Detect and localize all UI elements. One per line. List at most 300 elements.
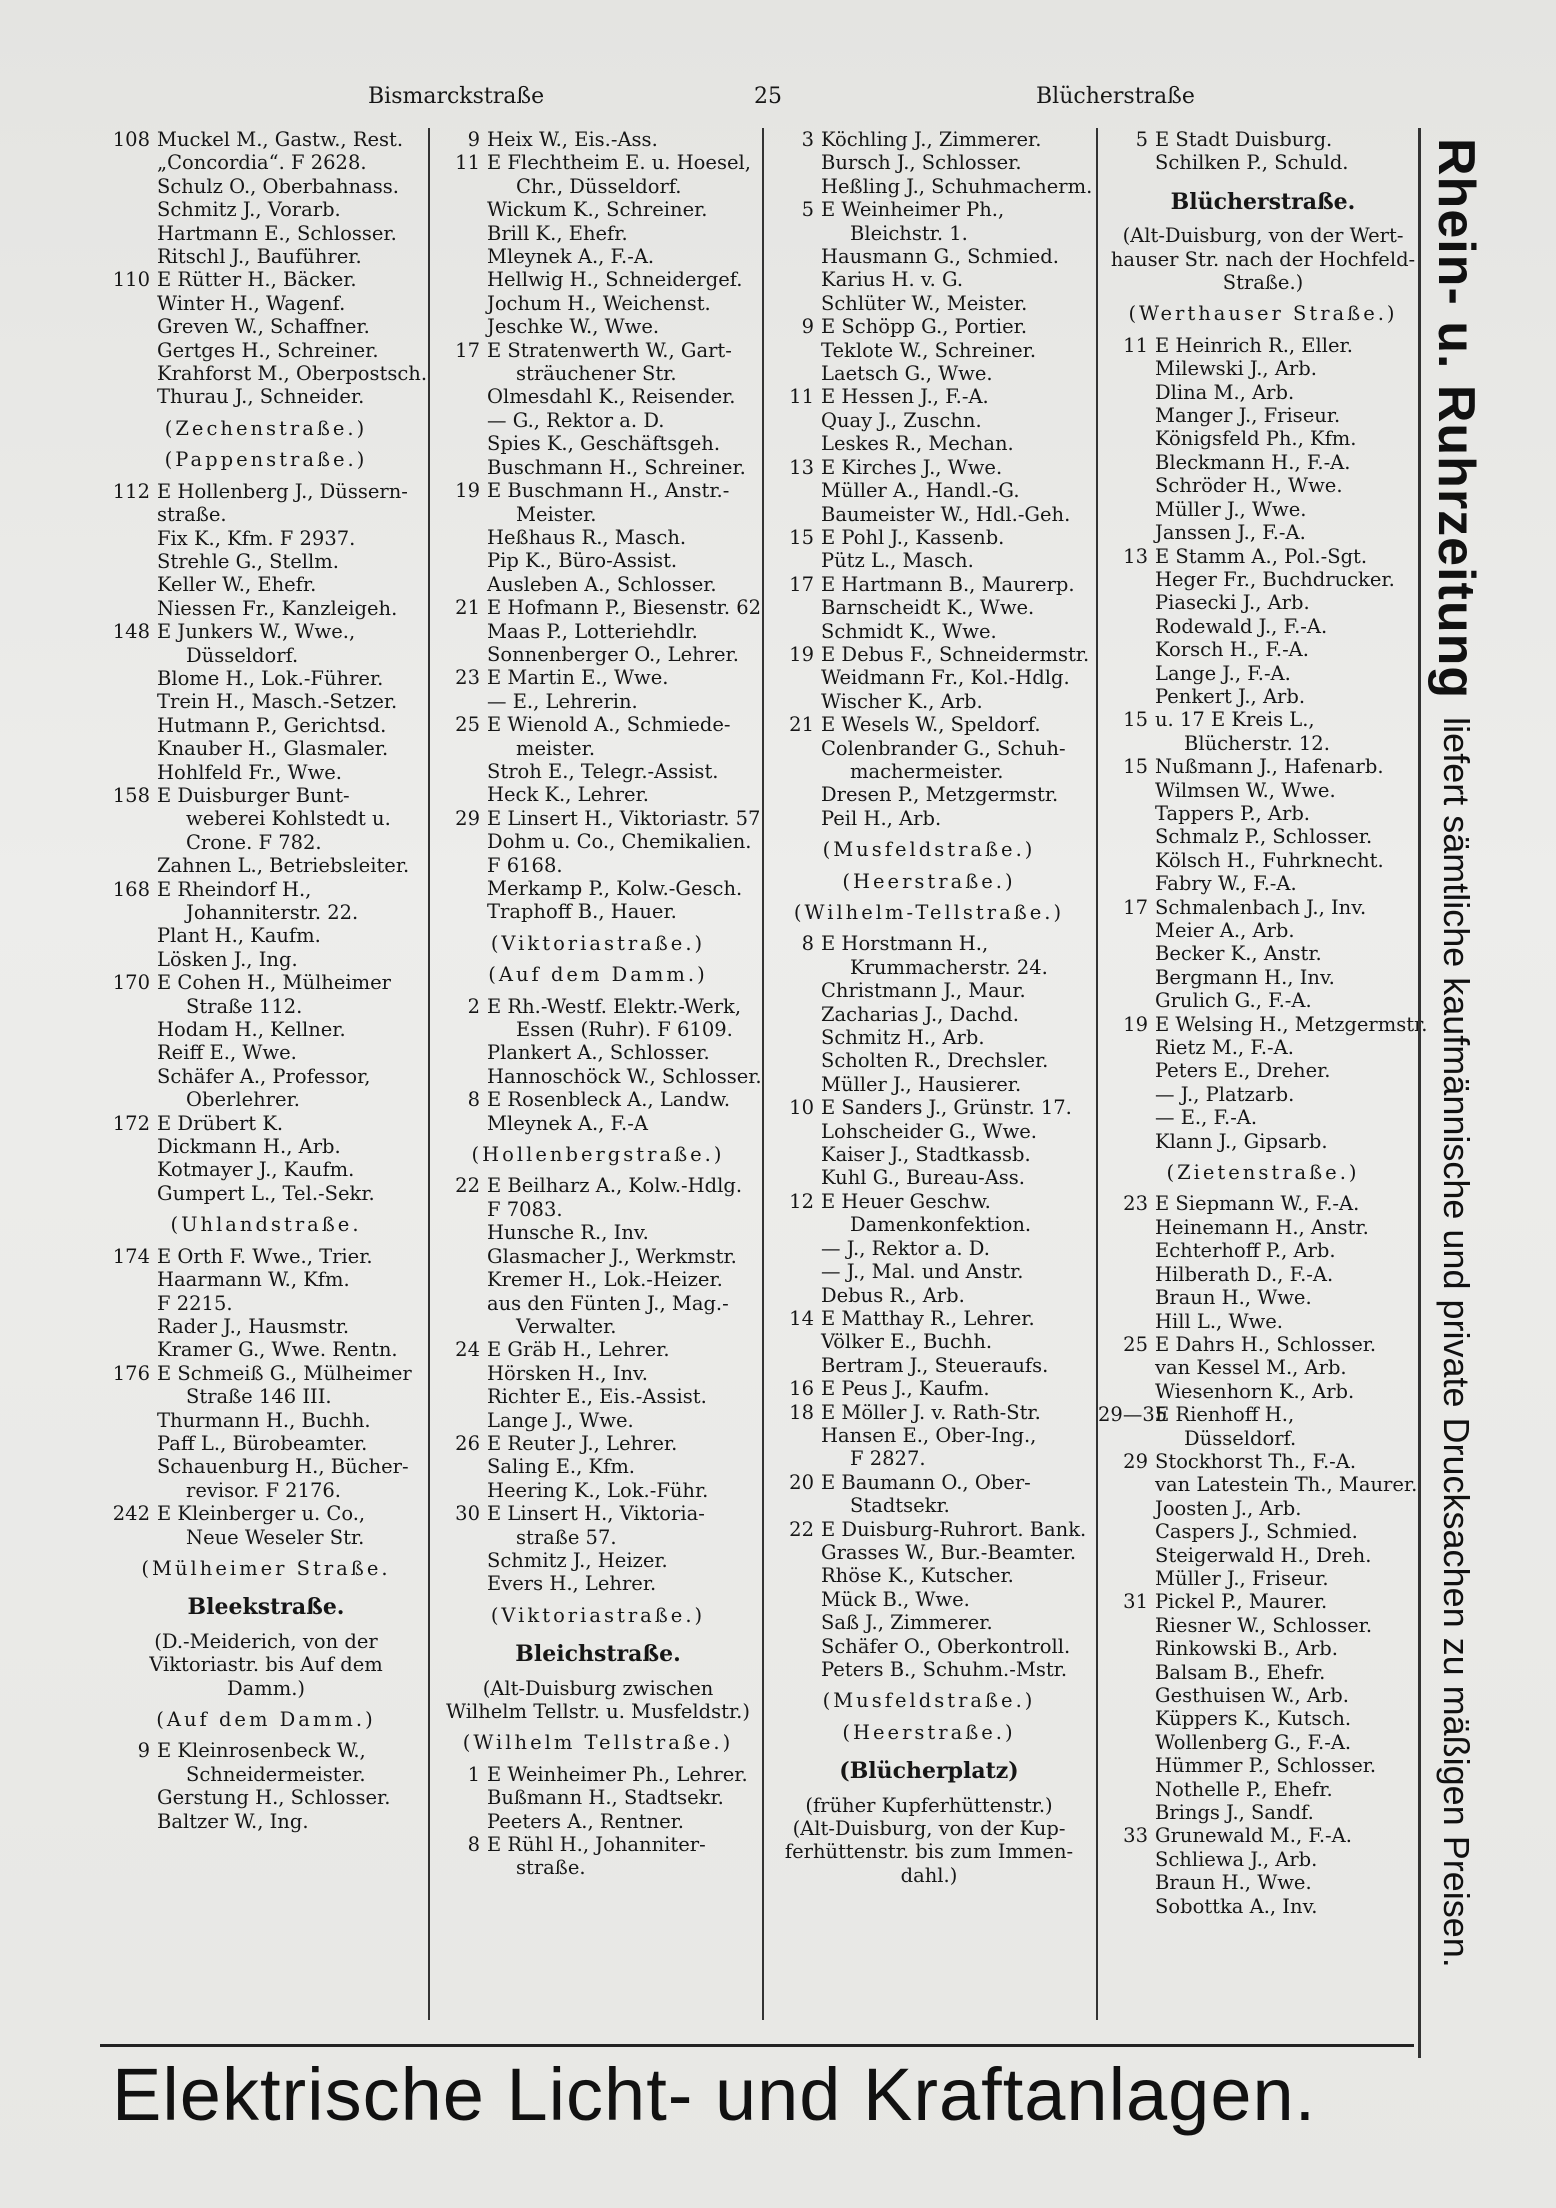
house-number: 1: [467, 1762, 480, 1786]
entry-text: E Heuer Geschw.: [821, 1189, 991, 1213]
house-number: 15: [789, 525, 814, 549]
listing-resident: „Concordia“. F 2628.: [157, 151, 367, 175]
listing-resident: F 2215.: [157, 1291, 233, 1315]
listing-entry: [430, 666, 766, 689]
listing-resident: F 7083.: [487, 1197, 563, 1221]
listing-resident: Gertges H., Schreiner.: [157, 338, 379, 362]
street-description: (Alt-Duisburg zwischen: [482, 1676, 714, 1700]
listing-entry: [764, 456, 1094, 479]
listing-resident: Stroh E., Telegr.-Assist.: [487, 759, 719, 783]
listing-resident: Wiesenhorn K., Arb.: [1155, 1379, 1355, 1403]
listing-resident: Hörsken H., Inv.: [487, 1361, 648, 1385]
listing-continuation: weberei Kohlstedt u.: [186, 807, 391, 831]
entry-text: E Hollenberg J., Düssern-: [157, 479, 408, 503]
listing-resident: Heßling J., Schuhmacherm.: [821, 174, 1093, 198]
listing-resident: Dickmann H., Arb.: [157, 1135, 341, 1159]
listing-resident: Kremer H., Lok.-Heizer.: [487, 1268, 723, 1292]
house-number: 29—35: [1098, 1403, 1168, 1427]
house-number: 8: [467, 1088, 480, 1112]
listing-entry: [100, 268, 432, 291]
listing-entry: [430, 1338, 766, 1361]
house-number: 29: [455, 806, 480, 830]
listing-resident: Saß J., Zimmerer.: [821, 1611, 993, 1635]
listing-resident: Thurmann H., Buchh.: [157, 1408, 371, 1432]
listing-resident: Ausleben A., Schlosser.: [487, 572, 717, 596]
entry-text: E Weinheimer Ph., Lehrer.: [487, 1762, 748, 1786]
listing-entry: [100, 878, 432, 901]
directory-column-2: [430, 128, 766, 1880]
listing-resident: Müller J., Friseur.: [1155, 1566, 1329, 1590]
street-description: (D.-Meiderich, von der: [154, 1629, 378, 1653]
listing-resident: Brings J., Sandf.: [1155, 1801, 1314, 1825]
house-number: 8: [801, 932, 814, 956]
side-ad-text: liefert sämtliche kaufmännische und private Drucksachen zu mäßigen Preisen.: [1436, 717, 1477, 1968]
listing-resident: Gerstung H., Schlosser.: [157, 1786, 391, 1810]
entry-text: E Sanders J., Grünstr. 17.: [821, 1096, 1072, 1120]
listing-resident: Hausmann G., Schmied.: [821, 245, 1059, 269]
entry-text: E Peus J., Kaufm.: [821, 1377, 990, 1401]
listing-resident: — E., F.-A.: [1155, 1106, 1258, 1130]
listing-entry: [1098, 708, 1428, 731]
listing-resident: Rader J., Hausmstr.: [157, 1314, 350, 1338]
listing-entry: [764, 1377, 1094, 1400]
listing-continuation: Stadtsekr.: [850, 1494, 950, 1518]
listing-resident: Trein H., Masch.-Setzer.: [157, 690, 398, 714]
entry-text: Heix W., Eis.-Ass.: [487, 128, 658, 151]
listing-resident: Meier A., Arb.: [1155, 919, 1295, 942]
listing-resident: Dresen P., Metzgermstr.: [821, 783, 1059, 807]
listing-resident: Maas P., Lotteriehdlr.: [487, 619, 698, 643]
page-number: 25: [754, 84, 782, 109]
listing-continuation: straße 57.: [516, 1525, 617, 1549]
listing-resident: Hohlfeld Fr., Wwe.: [157, 760, 342, 784]
listing-entry: [764, 526, 1094, 549]
entry-text: E Pohl J., Kassenb.: [821, 525, 1005, 549]
listing-resident: Steigerwald H., Dreh.: [1155, 1543, 1372, 1567]
listing-resident: van Latestein Th., Maurer.: [1155, 1473, 1418, 1497]
listing-resident: Bergmann H., Inv.: [1155, 965, 1335, 989]
listing-resident: Glasmacher J., Werkmstr.: [487, 1244, 737, 1268]
listing-resident: Grulich G., F.-A.: [1155, 989, 1312, 1013]
cross-street: (Mülheimer Straße.: [141, 1556, 391, 1580]
listing-resident: van Kessel M., Arb.: [1155, 1356, 1347, 1380]
listing-continuation: Düsseldorf.: [186, 643, 299, 667]
listing-resident: Krahforst M., Oberpostsch.: [157, 362, 428, 386]
cross-street: (Wilhelm-Tellstraße.): [793, 901, 1065, 924]
house-number: 25: [455, 713, 480, 737]
house-number: 11: [789, 385, 814, 409]
listing-resident: Korsch H., F.-A.: [1155, 638, 1309, 662]
listing-continuation: Damenkonfektion.: [850, 1213, 1032, 1237]
listing-continuation: Blücherstr. 12.: [1184, 731, 1330, 755]
listing-entry: [100, 1739, 432, 1762]
street-description: Viktoriastr. bis Auf dem: [149, 1653, 383, 1677]
house-number: 9: [467, 128, 480, 151]
entry-text: E Linsert H., Viktoriastr. 57: [487, 806, 761, 830]
listing-resident: Hellwig H., Schneidergef.: [487, 268, 743, 292]
entry-text: E Hartmann B., Maurerp.: [821, 572, 1075, 596]
listing-entry: [430, 995, 766, 1018]
cross-street: (Werthauser Straße.): [1128, 302, 1398, 326]
cross-street: (Zechenstraße.): [164, 416, 368, 440]
cross-street: (Viktoriastraße.): [490, 1603, 706, 1627]
house-number: 23: [1123, 1192, 1148, 1216]
column-rule: [1096, 128, 1098, 2020]
listing-entry: [764, 1518, 1094, 1541]
listing-resident: Peil H., Arb.: [821, 806, 942, 830]
listing-resident: Haarmann W., Kfm.: [157, 1268, 350, 1292]
listing-resident: Gumpert L., Tel.-Sekr.: [157, 1181, 375, 1205]
listing-resident: Saling E., Kfm.: [487, 1455, 636, 1479]
listing-resident: Hill L., Wwe.: [1155, 1309, 1283, 1333]
listing-resident: Hansen E., Ober-Ing.,: [821, 1423, 1037, 1447]
listing-resident: Bleckmann H., F.-A.: [1155, 450, 1351, 474]
entry-text: E Rütter H., Bäcker.: [157, 268, 357, 292]
entry-text: E Cohen H., Mülheimer: [157, 971, 391, 995]
listing-resident: Tappers P., Arb.: [1155, 801, 1311, 825]
house-number: 26: [455, 1431, 480, 1455]
listing-resident: Nothelle P., Ehefr.: [1155, 1777, 1333, 1801]
running-header-left: Bismarckstraße: [368, 84, 545, 109]
listing-entry: [100, 1245, 432, 1268]
house-number: 17: [1123, 895, 1148, 919]
house-number: 176: [112, 1361, 150, 1385]
listing-resident: Fix K., Kfm. F 2937.: [157, 526, 356, 550]
listing-continuation: Meister.: [516, 502, 597, 526]
entry-text: E Schöpp G., Portier.: [821, 315, 1028, 339]
running-header-right: Blücherstraße: [1036, 84, 1195, 109]
listing-resident: Heck K., Lehrer.: [487, 783, 649, 807]
listing-continuation: F 2827.: [850, 1447, 926, 1471]
listing-resident: Müller J., Hausierer.: [821, 1072, 1022, 1096]
entry-text: E Orth F. Wwe., Trier.: [157, 1244, 373, 1268]
house-number: 13: [1123, 544, 1148, 568]
house-number: 3: [801, 128, 814, 151]
cross-street: (Hollenbergstraße.): [471, 1143, 725, 1167]
listing-entry: [764, 315, 1094, 338]
entry-text: E Hofmann P., Biesenstr. 62: [487, 596, 762, 620]
listing-entry: [764, 198, 1094, 221]
listing-entry: [1098, 1450, 1428, 1473]
house-number: 25: [1123, 1332, 1148, 1356]
listing-resident: Christmann J., Maur.: [821, 979, 1026, 1003]
entry-text: E Flechtheim E. u. Hoesel,: [487, 151, 751, 175]
entry-text: E Stamm A., Pol.-Sgt.: [1155, 544, 1368, 568]
listing-resident: Plankert A., Schlosser.: [487, 1041, 710, 1065]
listing-entry: [764, 1096, 1094, 1119]
house-number: 19: [455, 479, 480, 503]
street-heading: Bleichstraße.: [515, 1641, 681, 1668]
listing-resident: Traphoff B., Hauer.: [487, 900, 677, 924]
listing-resident: — J., Platzarb.: [1155, 1082, 1295, 1106]
house-number: 5: [1135, 128, 1148, 151]
listing-resident: Wickum K., Schreiner.: [487, 198, 708, 222]
listing-resident: Zacharias J., Dachd.: [821, 1002, 1019, 1026]
house-number: 5: [801, 198, 814, 222]
entry-text: Stockhorst Th., F.-A.: [1155, 1449, 1357, 1473]
listing-resident: Thurau J., Schneider.: [157, 385, 365, 409]
listing-resident: Kramer G., Wwe. Rentn.: [157, 1338, 398, 1362]
listing-resident: Buschmann H., Schreiner.: [487, 455, 746, 479]
listing-resident: Manger J., Friseur.: [1155, 404, 1341, 428]
listing-resident: Jeschke W., Wwe.: [487, 315, 660, 339]
listing-resident: Dohm u. Co., Chemikalien.: [487, 830, 752, 854]
house-number: 21: [455, 596, 480, 620]
listing-resident: Wischer K., Arb.: [821, 689, 983, 713]
listing-entry: [764, 1190, 1094, 1213]
listing-resident: Merkamp P., Kolw.-Gesch.: [487, 877, 743, 900]
listing-resident: Peeters A., Rentner.: [487, 1809, 684, 1833]
house-number: 108: [112, 128, 150, 151]
listing-resident: Rietz M., F.-A.: [1155, 1036, 1294, 1060]
house-number: 19: [789, 642, 814, 666]
house-number: 29: [1123, 1449, 1148, 1473]
cross-street: (Viktoriastraße.): [490, 931, 706, 955]
directory-column-1: [100, 128, 432, 1833]
listing-continuation: meister.: [516, 736, 596, 760]
entry-text: E Kirches J., Wwe.: [821, 455, 1003, 479]
house-number: 15: [1123, 708, 1148, 732]
listing-resident: Bursch J., Schlosser.: [821, 151, 1022, 175]
listing-resident: Keller W., Ehefr.: [157, 573, 317, 597]
listing-resident: Lösken J., Ing.: [157, 947, 298, 971]
listing-entry: [100, 128, 432, 151]
entry-text: E Hessen J., F.-A.: [821, 385, 989, 409]
listing-resident: Wollenberg G., F.-A.: [1155, 1730, 1352, 1754]
house-number: 148: [112, 620, 150, 644]
entry-text: E Gräb H., Lehrer.: [487, 1338, 670, 1362]
listing-resident: — J., Rektor a. D.: [821, 1236, 990, 1260]
listing-continuation: Oberlehrer.: [186, 1088, 300, 1112]
house-number: 8: [467, 1833, 480, 1857]
house-number: 16: [789, 1377, 814, 1401]
listing-resident: Kaiser J., Stadtkassb.: [821, 1143, 1031, 1167]
listing-entry: [100, 971, 432, 994]
listing-entry: [430, 339, 766, 362]
entry-text: E Buschmann H., Anstr.-: [487, 479, 730, 503]
street-description: (Alt-Duisburg, von der Wert-: [1122, 224, 1404, 248]
listing-resident: Dlina M., Arb.: [1155, 380, 1295, 404]
listing-resident: Balsam B., Ehefr.: [1155, 1660, 1326, 1684]
entry-text: E Debus F., Schneidermstr.: [821, 642, 1090, 666]
house-number: 33: [1123, 1824, 1148, 1848]
listing-resident: Niessen Fr., Kanzleigeh.: [157, 596, 398, 620]
listing-resident: Riesner W., Schlosser.: [1155, 1613, 1373, 1637]
listing-resident: Schauenburg H., Bücher-: [157, 1455, 409, 1479]
entry-text: E Welsing H., Metzgermstr.: [1155, 1012, 1428, 1036]
listing-resident: Königsfeld Ph., Kfm.: [1155, 427, 1357, 451]
listing-resident: Hilberath D., F.-A.: [1155, 1262, 1334, 1286]
cross-street: (Pappenstraße.): [164, 448, 368, 472]
listing-continuation: Essen (Ruhr). F 6109.: [516, 1018, 733, 1042]
listing-entry: [430, 128, 766, 151]
listing-resident: Teklote W., Schreiner.: [821, 338, 1037, 362]
house-number: 17: [455, 338, 480, 362]
listing-continuation: Straße 112.: [186, 994, 303, 1018]
listing-continuation: straße.: [516, 1856, 586, 1880]
footer-rule: [100, 2044, 1414, 2047]
listing-resident: Olmesdahl K., Reisender.: [487, 385, 736, 409]
house-number: 22: [455, 1174, 480, 1198]
entry-text: E Duisburger Bunt-: [157, 783, 350, 807]
listing-resident: Debus R., Arb.: [821, 1283, 965, 1307]
listing-resident: Colenbrander G., Schuh-: [821, 736, 1066, 760]
listing-resident: Klann J., Gipsarb.: [1155, 1129, 1328, 1153]
entry-text: E Linsert H., Viktoria-: [487, 1502, 705, 1526]
column-rule: [762, 128, 764, 2020]
entry-text: E Beilharz A., Kolw.-Hdlg.: [487, 1174, 743, 1198]
listing-resident: Grasses W., Bur.-Beamter.: [821, 1540, 1077, 1564]
entry-text: E Kleinberger u. Co.,: [157, 1502, 366, 1526]
house-number: 172: [112, 1111, 150, 1135]
listing-resident: Baltzer W., Ing.: [157, 1809, 309, 1833]
listing-resident: — G., Rektor a. D.: [487, 408, 665, 432]
entry-text: E Wesels W., Speldorf.: [821, 713, 1041, 737]
listing-continuation: Bleichstr. 1.: [850, 221, 968, 245]
listing-resident: Braun H., Wwe.: [1155, 1286, 1312, 1310]
listing-entry: [764, 713, 1094, 736]
listing-resident: Piasecki J., Arb.: [1155, 591, 1310, 615]
entry-text: E Horstmann H.,: [821, 932, 989, 956]
listing-resident: Rinkowski B., Arb.: [1155, 1637, 1338, 1661]
house-number: 31: [1123, 1590, 1148, 1614]
house-number: 11: [1123, 333, 1148, 357]
listing-continuation: Chr., Düsseldorf.: [516, 174, 682, 198]
listing-resident: Spies K., Geschäftsgeh.: [487, 432, 721, 456]
listing-continuation: Verwalter.: [516, 1314, 617, 1338]
directory-column-4: [1098, 128, 1428, 1918]
listing-entry: [430, 1833, 766, 1856]
listing-entry: [100, 1112, 432, 1135]
listing-resident: Hümmer P., Schlosser.: [1155, 1754, 1377, 1778]
listing-resident: Hodam H., Kellner.: [157, 1018, 346, 1042]
street-description: (früher Kupferhüttenstr.): [805, 1793, 1053, 1817]
listing-resident: Scholten R., Drechsler.: [821, 1049, 1049, 1073]
listing-resident: Schmitz J., Vorarb.: [157, 198, 341, 222]
cross-street: (Heerstraße.): [842, 1720, 1016, 1744]
house-number: 14: [789, 1306, 814, 1330]
listing-resident: Reiff E., Wwe.: [157, 1041, 297, 1065]
listing-resident: straße.: [157, 503, 227, 527]
listing-entry: [764, 128, 1094, 151]
listing-entry: [430, 713, 766, 736]
entry-text: E Stadt Duisburg.: [1155, 128, 1333, 151]
listing-resident: Karius H. v. G.: [821, 268, 964, 292]
house-number: 168: [112, 877, 150, 901]
listing-resident: Hutmann P., Gerichtsd.: [157, 713, 387, 737]
listing-resident: Schilken P., Schuld.: [1155, 151, 1349, 175]
entry-text: E Heinrich R., Eller.: [1155, 333, 1353, 357]
listing-resident: Schröder H., Wwe.: [1155, 474, 1343, 498]
entry-text: E Matthay R., Lehrer.: [821, 1306, 1035, 1330]
listing-resident: — E., Lehrerin.: [487, 689, 638, 713]
house-number: 10: [789, 1096, 814, 1120]
entry-text: Nußmann J., Hafenarb.: [1155, 755, 1384, 779]
house-number: 2: [467, 994, 480, 1018]
side-ad-title: Rhein- u. Ruhrzeitung: [1427, 138, 1485, 700]
listing-resident: Pip K., Büro-Assist.: [487, 549, 678, 573]
listing-resident: Paff L., Bürobeamter.: [157, 1431, 368, 1455]
entry-text: E Schmeiß G., Mülheimer: [157, 1361, 412, 1385]
entry-text: E Drübert K.: [157, 1111, 284, 1135]
listing-resident: Sobottka A., Inv.: [1155, 1894, 1318, 1918]
listing-entry: [764, 1471, 1094, 1494]
listing-resident: Heßhaus R., Masch.: [487, 525, 687, 549]
listing-entry: [764, 385, 1094, 408]
house-number: 24: [455, 1338, 480, 1362]
listing-resident: — J., Mal. und Anstr.: [821, 1260, 1024, 1284]
listing-resident: Lange J., Wwe.: [487, 1408, 634, 1432]
listing-continuation: Schneidermeister.: [186, 1762, 366, 1786]
listing-resident: Laetsch G., Wwe.: [821, 362, 993, 386]
house-number: 19: [1123, 1012, 1148, 1036]
listing-resident: Heering K., Lok.-Führ.: [487, 1478, 709, 1502]
listing-resident: Rhöse K., Kutscher.: [821, 1564, 1014, 1588]
listing-resident: Plant H., Kaufm.: [157, 924, 321, 948]
listing-entry: [1098, 896, 1428, 919]
listing-entry: [100, 620, 432, 643]
listing-entry: [1098, 1333, 1428, 1356]
listing-entry: [1098, 1192, 1428, 1215]
advert-rule: [1418, 128, 1421, 2058]
entry-text: Schmalenbach J., Inv.: [1155, 895, 1367, 919]
listing-resident: Joosten J., Arb.: [1155, 1496, 1302, 1520]
listing-resident: Kölsch H., Fuhrknecht.: [1155, 848, 1384, 872]
entry-text: E Rheindorf H.,: [157, 877, 312, 901]
column-rule: [428, 128, 430, 2020]
listing-resident: Völker E., Buchh.: [821, 1330, 993, 1354]
entry-text: E Siepmann W., F.-A.: [1155, 1192, 1360, 1216]
entry-text: E Möller J. v. Rath-Str.: [821, 1400, 1041, 1424]
listing-resident: aus den Fünten J., Mag.-: [487, 1291, 729, 1315]
listing-resident: Heinemann H., Anstr.: [1155, 1215, 1369, 1239]
listing-resident: Kuhl G., Bureau-Ass.: [821, 1166, 1025, 1190]
entry-text: E Rh.-Westf. Elektr.-Werk,: [487, 994, 742, 1018]
listing-resident: Peters E., Dreher.: [1155, 1059, 1331, 1083]
listing-entry: [430, 807, 766, 830]
house-number: 9: [801, 315, 814, 339]
house-number: 21: [789, 713, 814, 737]
cross-street: (Zietenstraße.): [1166, 1161, 1360, 1185]
house-number: 110: [112, 268, 150, 292]
listing-resident: Mück B., Wwe.: [821, 1587, 970, 1611]
house-number: 11: [455, 151, 480, 175]
listing-entry: [764, 573, 1094, 596]
house-number: 22: [789, 1517, 814, 1541]
street-heading: Bleekstraße.: [187, 1594, 345, 1621]
listing-resident: Jochum H., Weichenst.: [487, 291, 711, 315]
listing-entry: [430, 1502, 766, 1525]
listing-entry: [430, 1763, 766, 1786]
listing-entry: [100, 1362, 432, 1385]
listing-resident: Schmitz H., Arb.: [821, 1026, 985, 1050]
listing-resident: Weidmann Fr., Kol.-Hdlg.: [821, 666, 1070, 690]
listing-resident: F 6168.: [487, 853, 563, 877]
listing-resident: Penkert J., Arb.: [1155, 684, 1306, 708]
street-heading: (Blücherplatz): [839, 1758, 1019, 1785]
entry-text: Muckel M., Gastw., Rest.: [157, 128, 404, 151]
listing-entry: [100, 480, 432, 503]
listing-resident: Schäfer O., Oberkontroll.: [821, 1634, 1071, 1658]
listing-resident: Evers H., Lehrer.: [487, 1572, 657, 1596]
listing-resident: Müller J., Wwe.: [1155, 497, 1307, 521]
house-number: 9: [137, 1739, 150, 1763]
listing-resident: Lohscheider G., Wwe.: [821, 1119, 1038, 1143]
street-description: dahl.): [900, 1863, 958, 1887]
listing-continuation: Düsseldorf.: [1184, 1426, 1297, 1450]
listing-entry: [100, 1502, 432, 1525]
entry-text: E Junkers W., Wwe.,: [157, 620, 356, 644]
